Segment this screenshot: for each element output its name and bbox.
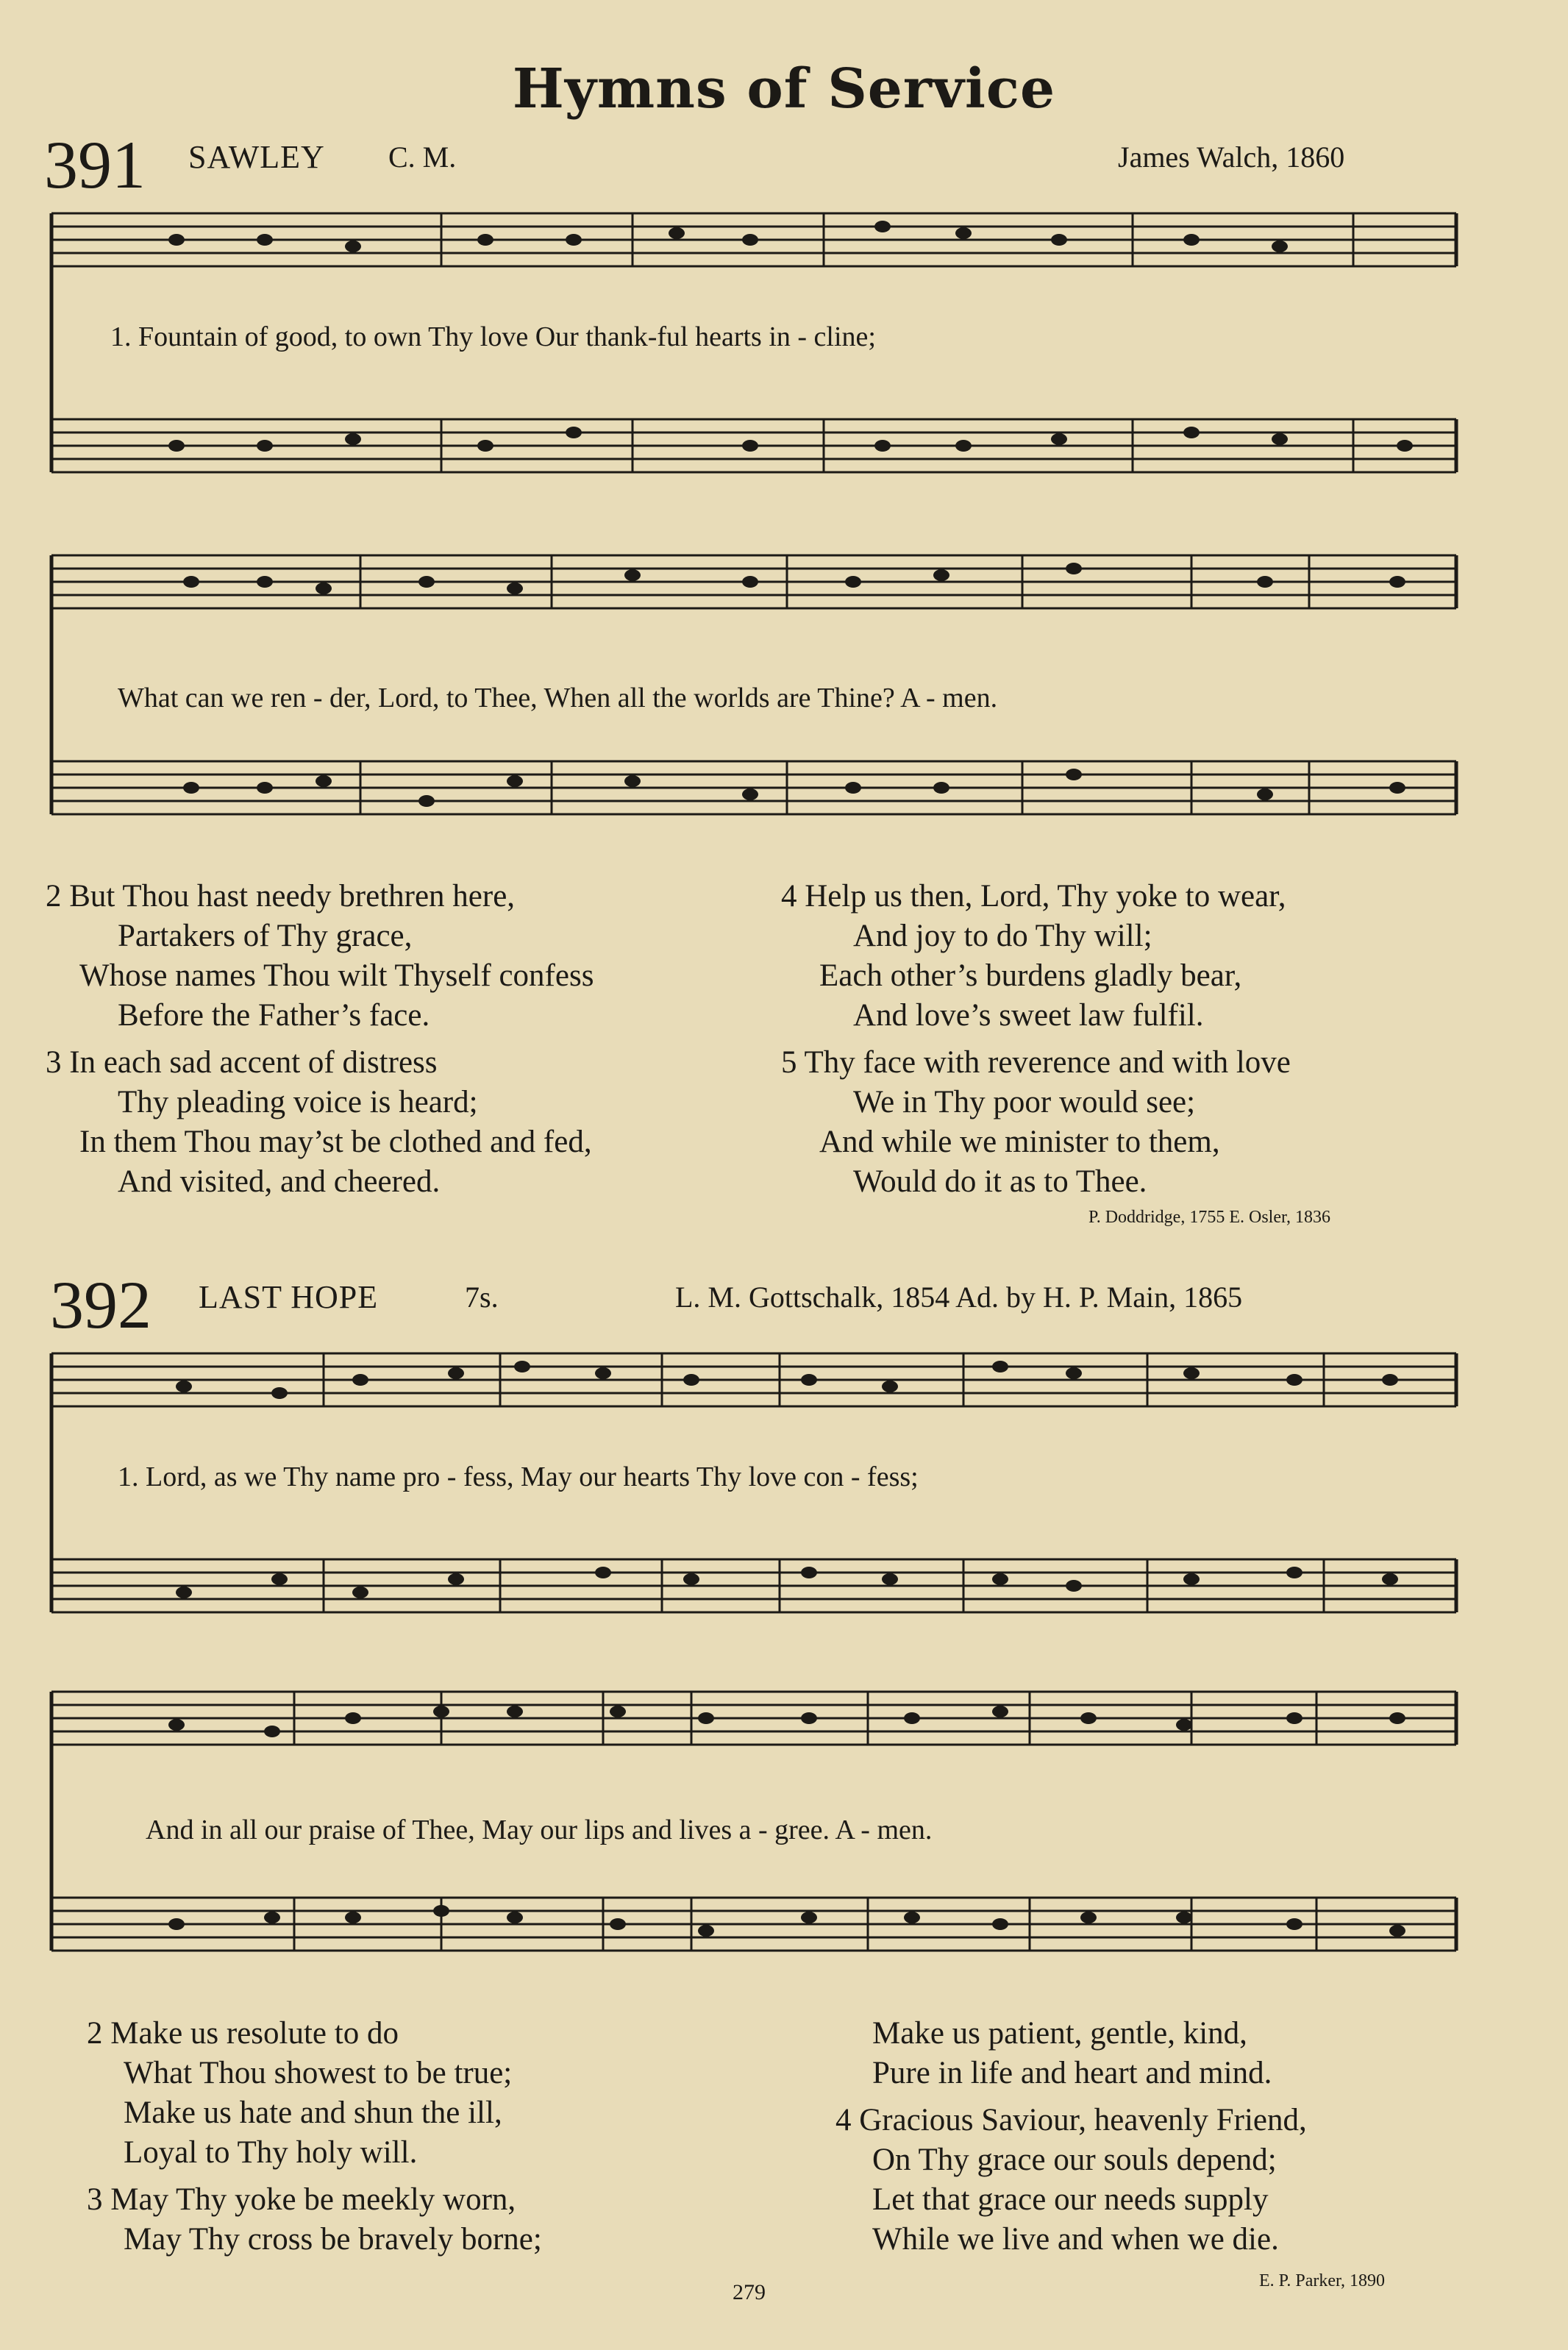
verse-line: Before the Father’s face. — [118, 998, 430, 1033]
verse-line: What Thou showest to be true; — [124, 2056, 513, 2090]
verse-line: 5 Thy face with reverence and with love — [781, 1045, 1291, 1080]
verse-line: Thy pleading voice is heard; — [118, 1085, 478, 1119]
verses-left — [87, 2014, 778, 2260]
verse-line: While we live and when we die. — [872, 2222, 1279, 2257]
hymn-number: 392 — [50, 1267, 152, 1342]
author-credit: P. Doddridge, 1755 E. Osler, 1836 — [1088, 1208, 1331, 1227]
verse-line: And joy to do Thy will; — [853, 919, 1152, 953]
composer: L. M. Gottschalk, 1854 Ad. by H. P. Main, 1865 — [675, 1281, 1243, 1314]
verse-line: And love’s sweet law fulfil. — [853, 998, 1204, 1033]
lyric-line: And in all our praise of Thee, May our lips and lives a - gree. A - men. — [146, 1815, 933, 1845]
verse-line: We in Thy poor would see; — [853, 1085, 1196, 1119]
tune-name: LAST HOPE — [199, 1279, 379, 1315]
hymn-number: 391 — [44, 127, 146, 202]
verse-line: Whose names Thou wilt Thyself confess — [79, 958, 594, 993]
meter: 7s. — [465, 1281, 499, 1314]
verse-line: May Thy cross be bravely borne; — [124, 2222, 542, 2257]
verse-line: 4 Gracious Saviour, heavenly Friend, — [835, 2103, 1307, 2137]
lyric-line: What can we ren - der, Lord, to Thee, When all the worlds are Thine? A - men. — [118, 683, 998, 713]
music-system — [44, 206, 1464, 515]
verse-line: 3 In each sad accent of distress — [46, 1045, 438, 1080]
verse-line: 2 But Thou hast needy brethren here, — [46, 879, 516, 914]
lyric-line: 1. Lord, as we Thy name pro - fess, May our hearts Thy love con - fess; — [118, 1461, 919, 1492]
verse-line: Each other’s burdens gladly bear, — [819, 958, 1242, 993]
treble-staff — [51, 1353, 1456, 1406]
composer: James Walch, 1860 — [1118, 140, 1345, 174]
bass-staff — [51, 1898, 1456, 1951]
verse-line: Loyal to Thy holy will. — [124, 2135, 418, 2170]
verse-line: And while we minister to them, — [819, 1125, 1220, 1159]
verse-line: In them Thou may’st be clothed and fed, — [79, 1125, 592, 1159]
verse-line: 3 May Thy yoke be meekly worn, — [87, 2182, 516, 2217]
verse-line: Partakers of Thy grace, — [118, 919, 413, 953]
treble-staff — [51, 1692, 1456, 1745]
page-title: Hymns of Service — [512, 57, 1056, 121]
meter: C. M. — [388, 140, 457, 174]
music-system — [44, 1346, 1464, 1655]
verses-right — [781, 877, 1517, 1202]
verse-line: Would do it as to Thee. — [853, 1164, 1147, 1199]
tune-name: SAWLEY — [188, 139, 325, 175]
verse-line: Make us hate and shun the ill, — [124, 2096, 502, 2130]
verse-line: 4 Help us then, Lord, Thy yoke to wear, — [781, 879, 1286, 914]
verses-right — [835, 2014, 1527, 2260]
verses-left — [46, 877, 752, 1202]
verse-line: Pure in life and heart and mind. — [872, 2056, 1272, 2090]
lyric-line: 1. Fountain of good, to own Thy love Our thank-ful hearts in - cline; — [110, 321, 876, 352]
bass-staff — [51, 1559, 1456, 1612]
verse-line: Let that grace our needs supply — [872, 2182, 1269, 2217]
verse-line: Make us patient, gentle, kind, — [872, 2016, 1247, 2051]
verse-line: And visited, and cheered. — [118, 1164, 441, 1199]
page-number: 279 — [733, 2280, 766, 2304]
author-credit: E. P. Parker, 1890 — [1259, 2271, 1386, 2290]
verse-line: On Thy grace our souls depend; — [872, 2143, 1277, 2177]
verse-line: 2 Make us resolute to do — [87, 2016, 399, 2051]
